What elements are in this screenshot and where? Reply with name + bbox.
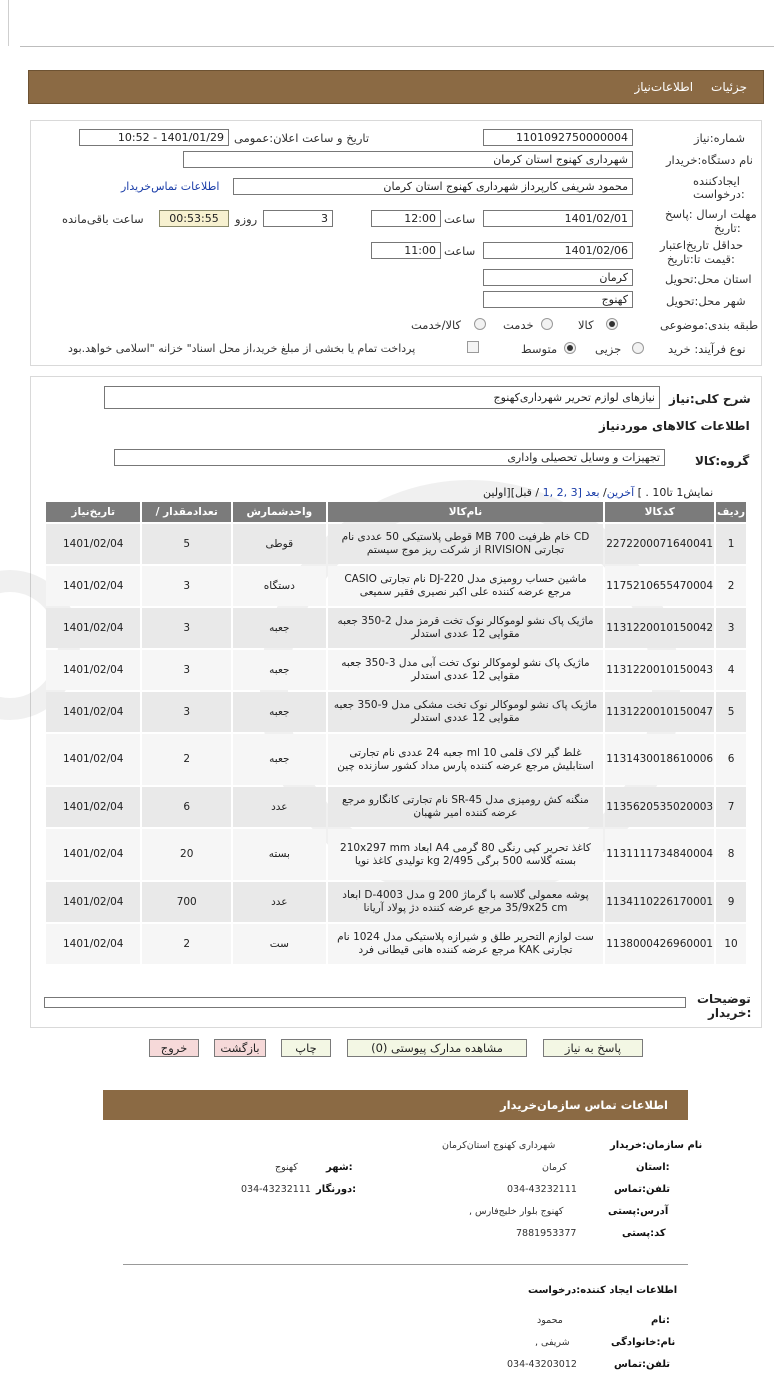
table-row xyxy=(46,829,746,880)
contact-city-label: :شهر xyxy=(326,1162,353,1173)
process-minor-radio[interactable] xyxy=(632,342,644,354)
city-label: شهر محل:تحویل xyxy=(666,294,746,308)
quantity-cell: 700 xyxy=(142,882,230,922)
unit-cell: دستگاه xyxy=(233,566,326,606)
contact-address-value: کهنوج بلوار خلیج‌فارس , xyxy=(469,1206,564,1217)
table-header-row xyxy=(46,502,746,522)
unit-cell: ست xyxy=(233,924,326,964)
min-validity-label: حداقل تاریخ‌اعتبار xyxy=(660,238,744,252)
reply-time-field: 12:00 xyxy=(371,210,441,227)
buyer-org-label: نام دستگاه:خریدار xyxy=(666,153,753,167)
creator-phone-value: 034-43203012 xyxy=(507,1359,577,1370)
item-code-cell: 1131220010150043 xyxy=(605,650,714,690)
col-header-unit: واحدشمارش xyxy=(233,502,326,522)
item-name-cell: ماژیک پاک نشو لوموکالر نوک تخت آبی مدل 3-350 جعبه مقوایی 12 عددی استدلر xyxy=(328,650,604,690)
creator-family-label: نام:خانوادگی xyxy=(611,1337,676,1348)
table-row xyxy=(46,566,746,606)
item-code-cell: 1138000426960001 xyxy=(605,924,714,964)
reply-deadline-label-2: :تاریخ xyxy=(714,221,741,235)
process-label: نوع فرآیند: خرید xyxy=(668,342,746,356)
item-code-cell: 1135620535020003 xyxy=(605,787,714,827)
pager-pages[interactable]: [3 ,2 ,1 xyxy=(542,486,582,499)
col-header-date: تاریخ‌نیاز xyxy=(46,502,140,522)
creator-field: محمود شریفی کارپرداز شهرداری کهنوج استان کرمان xyxy=(233,178,633,195)
creator-name-label: :نام xyxy=(651,1315,670,1326)
summary-label: شرح کلی:نیاز xyxy=(669,392,751,406)
pager-tail: / قبل][اولین xyxy=(483,486,540,499)
contact-province-value: کرمان xyxy=(542,1162,567,1173)
process-medium-radio[interactable] xyxy=(564,342,576,354)
days-field: 3 xyxy=(263,210,333,227)
unit-cell: بسته xyxy=(233,829,326,880)
category-service-radio[interactable] xyxy=(541,318,553,330)
left-border-line xyxy=(8,0,9,46)
creator-label-2: :درخواست xyxy=(693,187,745,201)
item-name-cell: ماژیک پاک نشو لوموکالر نوک تخت قرمز مدل 2-350 جعبه مقوایی 12 عددی استدلر xyxy=(328,608,604,648)
quantity-cell: 3 xyxy=(142,692,230,732)
unit-cell: جعبه xyxy=(233,608,326,648)
table-row xyxy=(46,734,746,785)
pager-next-link[interactable]: بعد xyxy=(585,486,600,499)
buyer-contact-link[interactable]: اطلاعات تماس‌خریدار xyxy=(121,180,220,193)
contact-phone-value: 034-43232111 xyxy=(507,1184,577,1195)
tab-details[interactable]: جزئیات xyxy=(711,80,747,94)
col-header-code: کدکالا xyxy=(605,502,714,522)
quantity-cell: 5 xyxy=(142,524,230,564)
need-date-cell: 1401/02/04 xyxy=(46,787,140,827)
quantity-cell: 3 xyxy=(142,650,230,690)
quantity-cell: 3 xyxy=(142,608,230,648)
contact-fax-label: :دورنگار xyxy=(316,1184,357,1195)
creator-phone-label: تلفن:تماس xyxy=(614,1359,671,1370)
creator-family-value: شریفی , xyxy=(535,1337,570,1348)
need-date-cell: 1401/02/04 xyxy=(46,608,140,648)
back-button[interactable]: بازگشت xyxy=(214,1039,266,1057)
creator-name-value: محمود xyxy=(537,1315,563,1326)
need-date-cell: 1401/02/04 xyxy=(46,924,140,964)
table-row xyxy=(46,608,746,648)
contact-city-value: کهنوج xyxy=(275,1162,298,1173)
col-header-qty: تعدادمقدار / xyxy=(142,502,230,522)
treasury-payment-checkbox[interactable] xyxy=(467,341,479,353)
process-minor-label: جزیی xyxy=(595,342,622,356)
table-row xyxy=(46,882,746,922)
quantity-cell: 2 xyxy=(142,924,230,964)
col-header-row-number: ردیف xyxy=(716,502,746,522)
unit-cell: جعبه xyxy=(233,734,326,785)
need-date-cell: 1401/02/04 xyxy=(46,524,140,564)
item-code-cell: 1131111734840004 xyxy=(605,829,714,880)
need-date-cell: 1401/02/04 xyxy=(46,734,140,785)
col-header-name: نام‌کالا xyxy=(328,502,604,522)
category-goods-label: کالا xyxy=(578,318,594,332)
table-row xyxy=(46,524,746,564)
row-number-cell: 1 xyxy=(716,524,746,564)
category-service-label: خدمت xyxy=(503,318,534,332)
row-number-cell: 10 xyxy=(716,924,746,964)
unit-cell: قوطی xyxy=(233,524,326,564)
contact-header-bar xyxy=(103,1090,688,1120)
unit-cell: عدد xyxy=(233,882,326,922)
buyer-notes-label-2: :خریدار xyxy=(708,1006,752,1020)
process-medium-label: متوسط xyxy=(521,342,558,356)
top-divider xyxy=(20,46,774,47)
contact-org-value: شهرداری کهنوج استان‌کرمان xyxy=(442,1140,556,1151)
validity-time-field: 11:00 xyxy=(371,242,441,259)
announce-field: 1401/01/29 - 10:52 xyxy=(79,129,229,146)
buyer-org-field: شهرداری کهنوج استان کرمان xyxy=(183,151,633,168)
items-table-wrapper xyxy=(44,500,748,966)
row-number-cell: 5 xyxy=(716,692,746,732)
province-label: استان محل:تحویل xyxy=(665,272,752,286)
item-code-cell: 1131430018610006 xyxy=(605,734,714,785)
unit-cell: عدد xyxy=(233,787,326,827)
item-name-cell: منگنه کش رومیزی مدل SR-45 نام تجارتی کانگارو مرجع عرضه کننده امیر شهبان xyxy=(328,787,604,827)
category-goods-radio[interactable] xyxy=(606,318,618,330)
city-field: کهنوج xyxy=(483,291,633,308)
contact-fax-value: 034-43232111 xyxy=(241,1184,311,1195)
row-number-cell: 2 xyxy=(716,566,746,606)
group-field: تجهیزات و وسایل تحصیلی واداری xyxy=(114,449,665,466)
validity-date-field: 1401/02/06 xyxy=(483,242,633,259)
row-number-cell: 8 xyxy=(716,829,746,880)
treasury-payment-note: پرداخت تمام یا بخشی از مبلغ خرید،از محل اسناد" خزانه "اسلامی خواهد.بود xyxy=(68,342,416,355)
item-code-cell: 2272200071640041 xyxy=(605,524,714,564)
validity-time-label: ساعت xyxy=(444,244,476,258)
table-row xyxy=(46,924,746,964)
group-label: گروه:کالا xyxy=(695,454,750,468)
summary-field: نیازهای لوازم تحریر شهرداری‌کهنوج xyxy=(104,386,660,409)
item-code-cell: 1131220010150042 xyxy=(605,608,714,648)
reply-time-label: ساعت xyxy=(444,212,476,226)
pager-show: نمایش1 تا10 . ] xyxy=(637,486,714,499)
item-code-cell: 1134110226170001 xyxy=(605,882,714,922)
quantity-cell: 3 xyxy=(142,566,230,606)
need-number-field: 1101092750000004 xyxy=(483,129,633,146)
need-date-cell: 1401/02/04 xyxy=(46,566,140,606)
category-label: طبقه بندی:موضوعی xyxy=(660,318,759,332)
item-name-cell: کاغذ تحریر کپی رنگی 80 گرمی A4 ابعاد 210x297 mm بسته گلاسه 500 برگی 2/495 kg تولیدی کاغذ نویا xyxy=(328,829,604,880)
unit-cell: جعبه xyxy=(233,650,326,690)
table-row xyxy=(46,650,746,690)
pager: نمایش1 تا10 . ] آخرین/ بعد [3 ,2 ,1 / قبل][اولین xyxy=(483,486,714,499)
table-row xyxy=(46,787,746,827)
tab-need-info[interactable]: اطلاعات‌نیاز xyxy=(634,80,694,94)
item-name-cell: CD خام ظرفیت 700 MB قوطی پلاستیکی 50 عددی نام تجارتی RIVISION از شرکت ریز موج سیستم xyxy=(328,524,604,564)
creator-label: ایجادکننده xyxy=(693,174,740,188)
pager-last-link[interactable]: آخرین xyxy=(606,486,635,499)
contact-postal-label: کد:پستی xyxy=(622,1228,666,1239)
contact-postal-value: 7881953377 xyxy=(516,1228,577,1239)
item-name-cell: ماژیک پاک نشو لوموکالر نوک تخت مشکی مدل 9-350 جعبه مقوایی 12 عددی استدلر xyxy=(328,692,604,732)
exit-button[interactable]: خروج xyxy=(149,1039,199,1057)
contact-org-label: نام سازمان:خریدار xyxy=(610,1140,703,1151)
item-name-cell: پوشه معمولی گلاسه با گرماژ 200 g مدل D-4003 ابعاد 35/9x25 cm مرجع عرضه کننده دژ پولاد آریانا xyxy=(328,882,604,922)
contact-address-label: آدرس:پستی xyxy=(608,1206,669,1217)
items-header: اطلاعات کالاهای موردنیاز xyxy=(599,419,750,433)
contact-divider xyxy=(123,1264,688,1265)
contact-title: اطلاعات تماس سازمان‌خریدار xyxy=(500,1098,668,1112)
view-documents-button[interactable]: مشاهده مدارک پیوستی (0) xyxy=(347,1039,527,1057)
item-name-cell: غلط گیر لاک قلمی 10 ml جعبه 24 عددی نام تجارتی استابلیش مرجع عرضه کننده پارس مداد کشور سازنده چین xyxy=(328,734,604,785)
items-table xyxy=(44,500,748,966)
announce-label: تاریخ و ساعت اعلان:عمومی xyxy=(234,131,370,145)
reply-date-field: 1401/02/01 xyxy=(483,210,633,227)
province-field: کرمان xyxy=(483,269,633,286)
table-row xyxy=(46,692,746,732)
remaining-timer: 00:53:55 xyxy=(159,210,229,227)
item-name-cell: ست لوازم التحریر طلق و شیرازه پلاستیکی مدل 1024 نام تجارتی KAK مرجع عرضه کننده هانی قیطانی فرد xyxy=(328,924,604,964)
row-number-cell: 7 xyxy=(716,787,746,827)
buyer-notes-label: توضیحات xyxy=(697,992,751,1006)
min-validity-label-2: :قیمت تا:تاریخ xyxy=(667,252,735,266)
quantity-cell: 6 xyxy=(142,787,230,827)
category-both-label: کالا/خدمت xyxy=(411,318,462,332)
need-date-cell: 1401/02/04 xyxy=(46,692,140,732)
item-name-cell: ماشین حساب رومیزی مدل DJ-220 نام تجارتی CASIO مرجع عرضه کننده علی اکبر نصیری فقیر سمیعی xyxy=(328,566,604,606)
buyer-notes-field xyxy=(44,997,686,1008)
creator-info-title: اطلاعات ایجاد کننده:درخواست xyxy=(528,1285,678,1296)
unit-cell: جعبه xyxy=(233,692,326,732)
need-date-cell: 1401/02/04 xyxy=(46,650,140,690)
reply-button[interactable]: پاسخ به نیاز xyxy=(543,1039,643,1057)
row-number-cell: 9 xyxy=(716,882,746,922)
row-number-cell: 6 xyxy=(716,734,746,785)
header-bar xyxy=(28,70,764,104)
quantity-cell: 20 xyxy=(142,829,230,880)
reply-deadline-label: مهلت ارسال :پاسخ xyxy=(665,207,757,221)
item-code-cell: 1131220010150047 xyxy=(605,692,714,732)
days-label: روزو xyxy=(235,212,258,226)
item-code-cell: 1175210655470004 xyxy=(605,566,714,606)
category-both-radio[interactable] xyxy=(474,318,486,330)
quantity-cell: 2 xyxy=(142,734,230,785)
contact-province-label: :استان xyxy=(636,1162,670,1173)
row-number-cell: 3 xyxy=(716,608,746,648)
contact-phone-label: تلفن:تماس xyxy=(614,1184,671,1195)
need-date-cell: 1401/02/04 xyxy=(46,882,140,922)
need-date-cell: 1401/02/04 xyxy=(46,829,140,880)
row-number-cell: 4 xyxy=(716,650,746,690)
need-number-label: شماره:نیاز xyxy=(694,131,745,145)
remaining-label: ساعت باقی‌مانده xyxy=(62,212,144,226)
print-button[interactable]: چاپ xyxy=(281,1039,331,1057)
